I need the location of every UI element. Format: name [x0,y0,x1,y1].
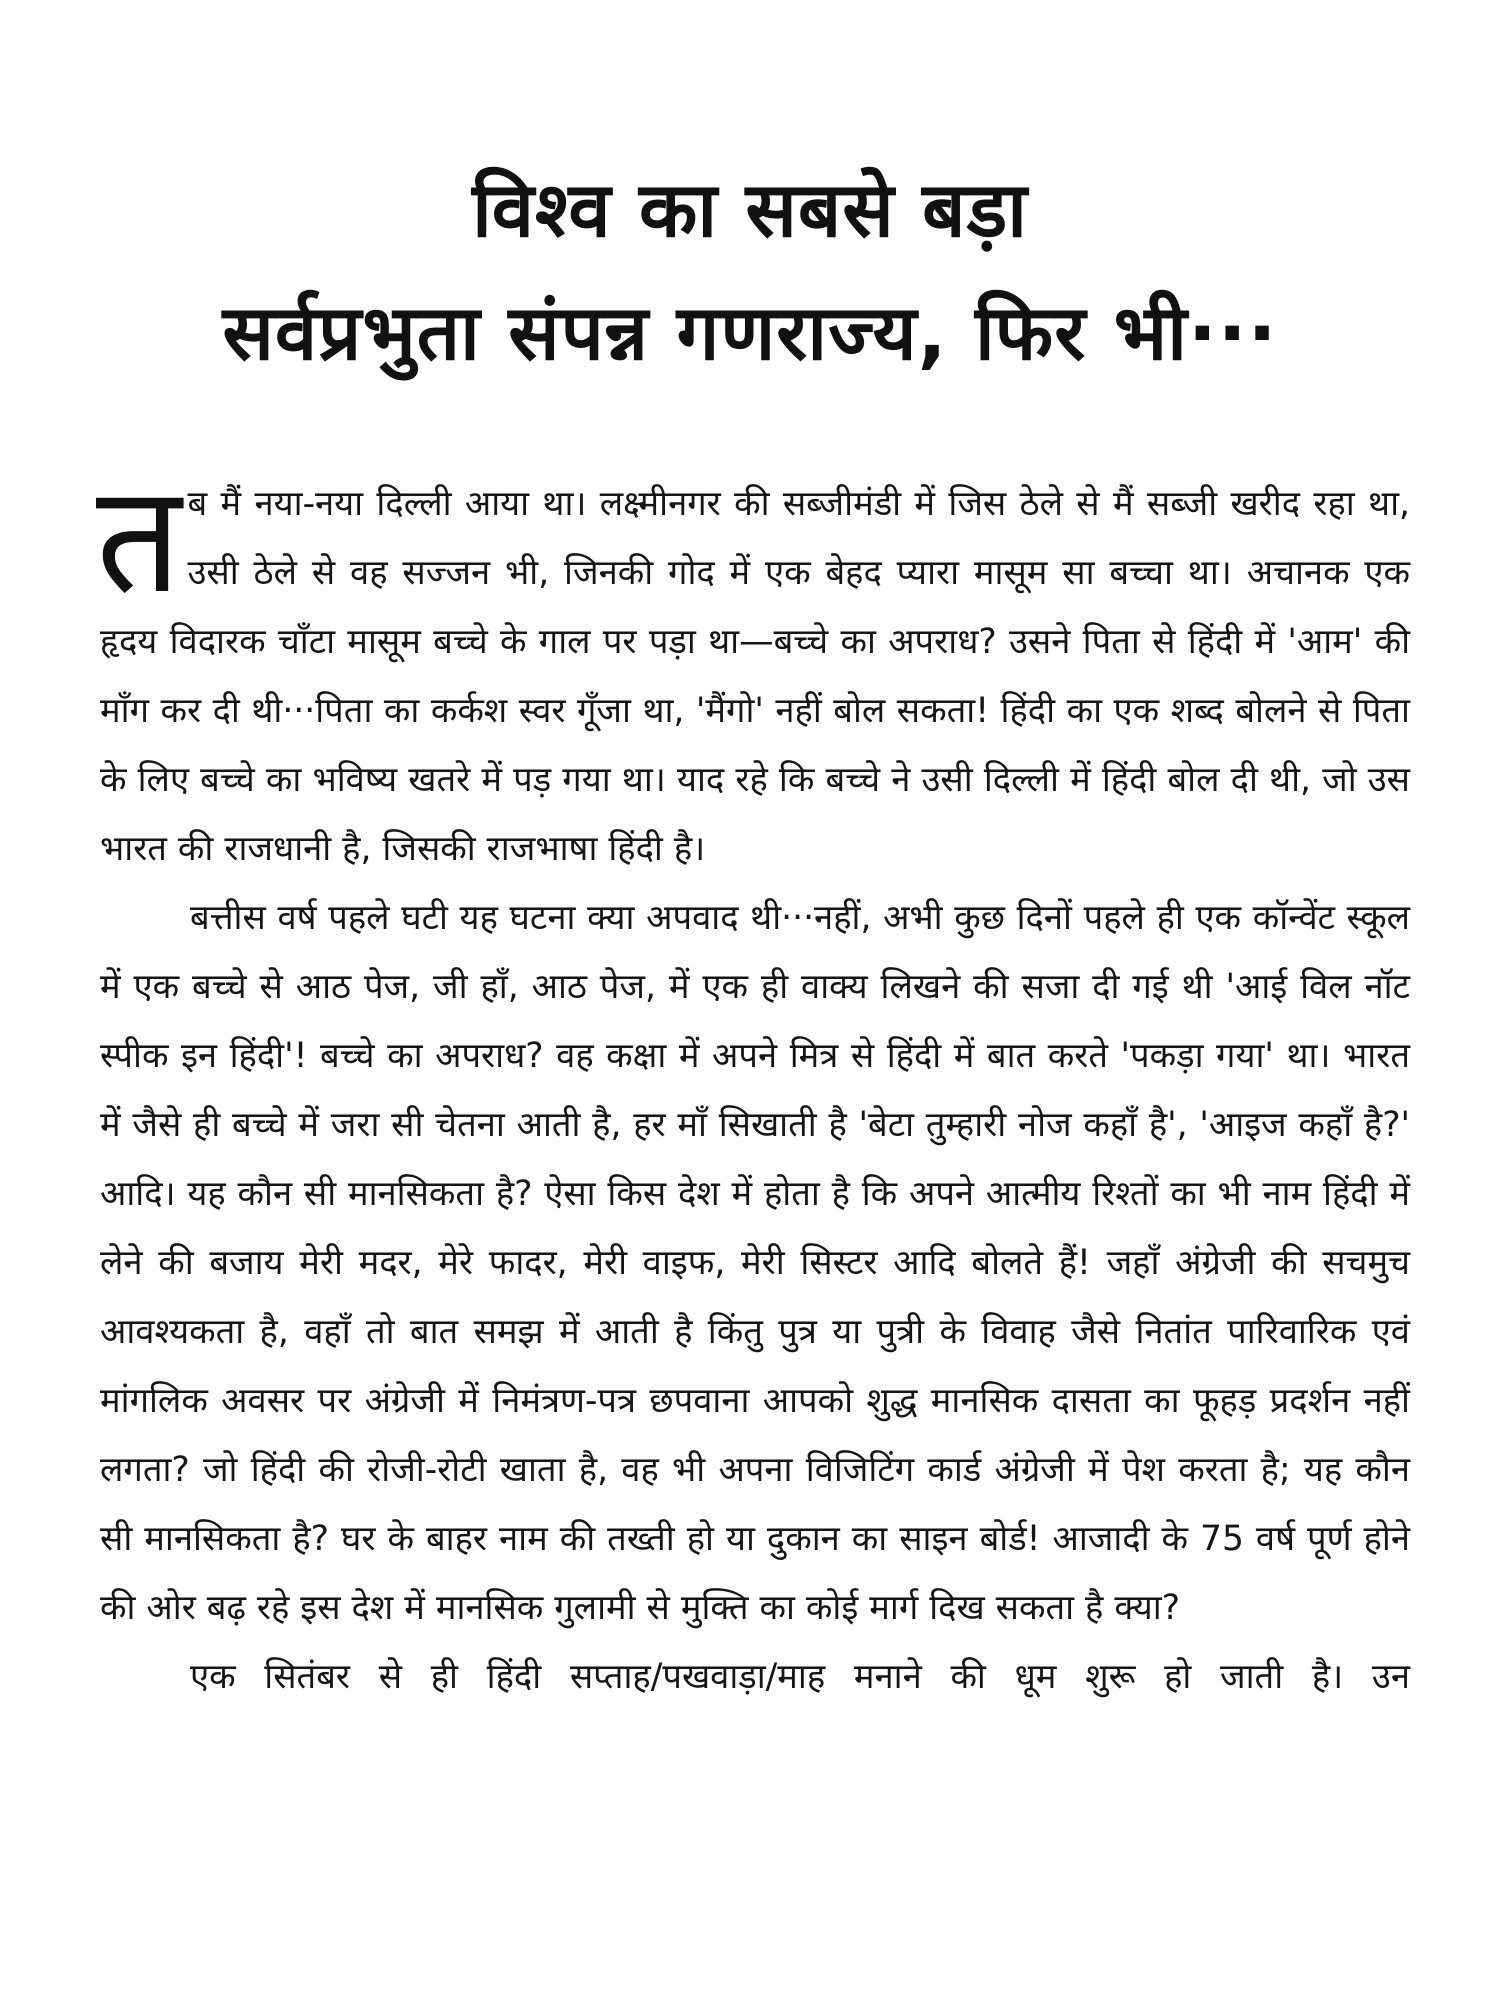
article-body [96,453,1410,1712]
article-title-line-2: सर्वप्रभुता संपन्न गणराज्य, फिर भी··· [222,288,1278,377]
paragraph-3: एक सितंबर से ही हिंदी सप्ताह/पखवाड़ा/माह मनाने की धूम शुरू हो जाती है। उन [190,1657,1410,1697]
paragraph-1 [96,453,1410,884]
paragraph-2: बत्तीस वर्ष पहले घटी यह घटना क्या अपवाद थी···नहीं, अभी कुछ दिनों पहले ही एक कॉन्वेंट स्कूल में एक बच्चे से आठ पेज, जी हाँ, आठ पेज, में एक ही वाक्य लिखने की सजा दी गई थी 'आई विल नॉट स्पीक इन हिंदी'! बच्चे का अपराध? वह कक्षा में अपने मित्र से हिंदी में बात करते 'पकड़ा गया' था। भारत में जैसे ही बच्चे में जरा सी चेतना आती है, हर माँ सिखाती है 'बेटा तुम्हारी नोज कहाँ है', 'आइज कहाँ है?' आदि। यह कौन सी मानसिकता है? ऐसा किस देश में होता है कि अपने आत्मीय रिश्तों का भी नाम हिंदी में लेने की बजाय मेरी मदर, मेरे फादर, मेरी वाइफ, मेरी सिस्टर आदि बोलते हैं! जहाँ अंग्रेजी की सचमुच आवश्यकता है, वहाँ तो बात समझ में आती है किंतु पुत्र या पुत्री के विवाह जैसे नितांत पारिवारिक एवं मांगलिक अवसर पर अंग्रेजी में निमंत्रण-पत्र छपवाना आपको शुद्ध मानसिक दासता का फूहड़ प्रदर्शन नहीं लगता? जो हिंदी की रोजी-रोटी खाता है, वह भी अपना विजिटिंग कार्ड अंग्रेजी में पेश करता है; यह कौन सी मानसिकता है? घर के बाहर नाम की तख्ती हो या दुकान का साइन बोर्ड! आजादी के 75 वर्ष पूर्ण होने की ओर बढ़ रहे इस देश में मानसिक गुलामी से मुक्ति का कोई मार्ग दिख सकता है क्या? [100,898,1410,1628]
paragraph-1-text: ब मैं नया-नया दिल्ली आया था। लक्ष्मीनगर की सब्जीमंडी में जिस ठेले से मैं सब्जी खरीद रहा था, उसी ठेले से वह सज्जन भी, जिनकी गोद में एक बेहद प्यारा मासूम सा बच्चा था। अचानक एक हृदय विदारक चाँटा मासूम बच्चे के गाल पर पड़ा था—बच्चे का अपराध? उसने पिता से हिंदी में 'आम' की माँग कर दी थी···पिता का कर्कश स्वर गूँजा था, 'मैंगो' नहीं बोल सकता! हिंदी का एक शब्द बोलने से पिता के लिए बच्चे का भविष्य खतरे में पड़ गया था। याद रहे कि बच्चे ने उसी दिल्ली में हिंदी बोल दी थी, जो उस भारत की राजधानी है, जिसकी राजभाषा हिंदी है। [100,484,1410,869]
drop-cap: त [96,453,182,627]
article-title-line-1: विश्व का सबसे बड़ा [472,165,1028,254]
